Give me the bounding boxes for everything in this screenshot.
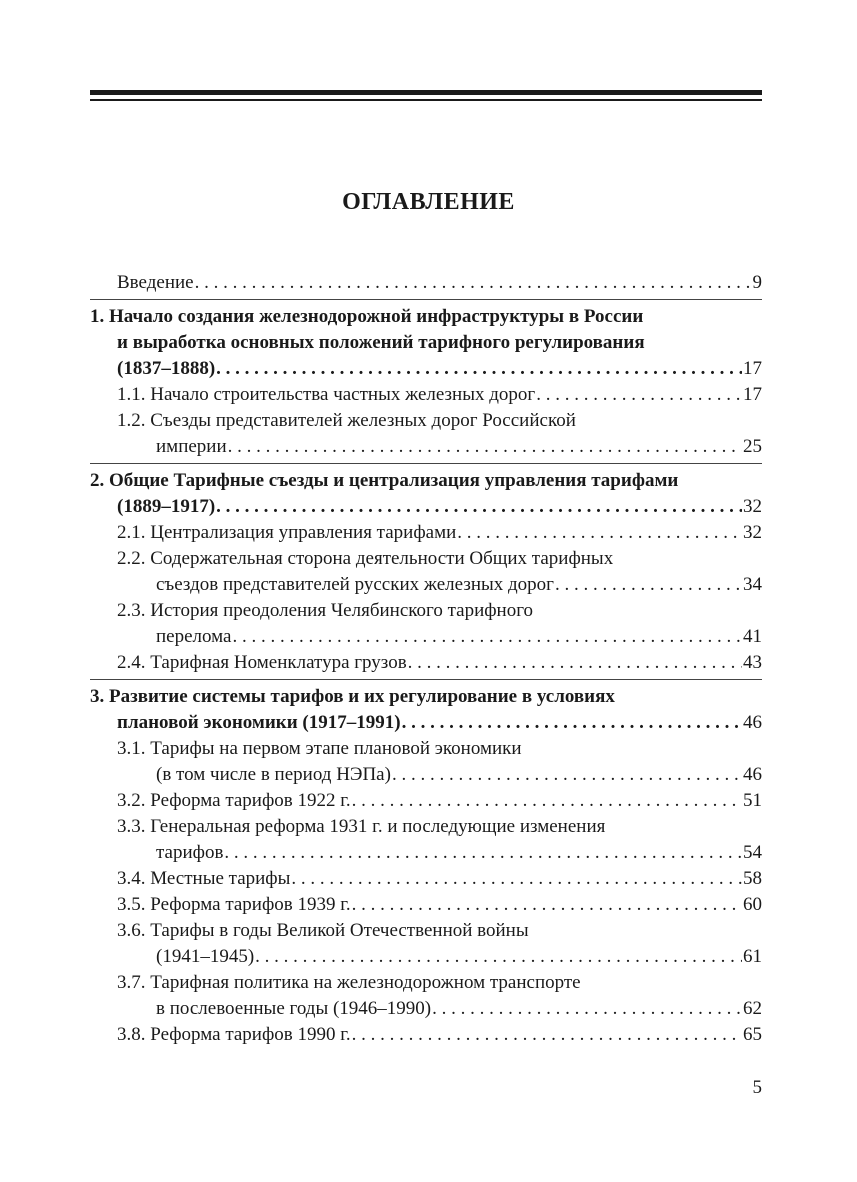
toc-chapter-3 <box>90 684 762 1051</box>
toc-leader-dots <box>536 382 742 408</box>
toc-chapter-heading-line[interactable] <box>90 684 762 710</box>
toc-page-number: 46 <box>743 712 762 733</box>
toc-leader-dots <box>352 892 742 918</box>
toc-leader-dots <box>216 494 742 520</box>
toc-entry-text: 3.4. Местные тарифы <box>117 868 291 889</box>
toc-subsection-line[interactable] <box>90 598 762 624</box>
toc-leader-dots <box>224 840 742 866</box>
toc-entry-text: перелома <box>156 626 232 647</box>
toc-subsection-line[interactable] <box>90 650 762 676</box>
toc-entry-text: 3.1. Тарифы на первом этапе плановой экономики <box>117 738 522 759</box>
toc-entry-text: 1.2. Съезды представителей железных дорог Российской <box>117 410 576 431</box>
toc-subsection-line[interactable] <box>90 788 762 814</box>
toc-entry-text: 2. Общие Тарифные съезды и централизация управления тарифами <box>90 470 679 491</box>
toc-page-number: 34 <box>743 574 762 595</box>
toc-entry-text: 2.4. Тарифная Номенклатура грузов <box>117 652 407 673</box>
toc-entry-text: 2.2. Содержательная сторона деятельности Общих тарифных <box>117 548 614 569</box>
page-title: ОГЛАВЛЕНИЕ <box>342 189 515 215</box>
toc-entry-text: плановой экономики (1917–1991) <box>117 712 401 733</box>
toc-subsection-line[interactable] <box>90 814 762 840</box>
toc-leader-dots <box>352 1022 742 1048</box>
toc-chapter-heading-line[interactable] <box>90 304 762 330</box>
toc-leader-dots <box>432 996 742 1022</box>
toc-entry-text: 3.7. Тарифная политика на железнодорожном транспорте <box>117 972 581 993</box>
toc-subsection-line[interactable] <box>90 970 762 996</box>
toc-chapter-heading-line[interactable] <box>90 468 762 494</box>
toc-subsection-line[interactable] <box>90 762 762 788</box>
table-of-contents <box>90 270 762 1055</box>
toc-leader-dots <box>255 944 742 970</box>
toc-entry-text: империи <box>156 436 227 457</box>
toc-leader-dots <box>232 624 742 650</box>
toc-leader-dots <box>291 866 742 892</box>
toc-page-number: 51 <box>743 790 762 811</box>
toc-subsection-line[interactable] <box>90 408 762 434</box>
toc-entry-text: 3.2. Реформа тарифов 1922 г. <box>117 790 351 811</box>
toc-subsection-line[interactable] <box>90 546 762 572</box>
toc-subsection-line[interactable] <box>90 736 762 762</box>
toc-entry-text: 2.1. Централизация управления тарифами <box>117 522 457 543</box>
toc-subsection-line[interactable] <box>90 918 762 944</box>
toc-leader-dots <box>457 520 742 546</box>
toc-page-number: 32 <box>743 496 762 517</box>
toc-page-number: 60 <box>743 894 762 915</box>
toc-leader-dots <box>402 710 742 736</box>
toc-subsection-line[interactable] <box>90 866 762 892</box>
toc-chapter-heading-line[interactable] <box>90 330 762 356</box>
toc-intro-section <box>90 270 762 300</box>
toc-entry-text: (1889–1917) <box>117 496 216 517</box>
toc-subsection-line[interactable] <box>90 520 762 546</box>
toc-leader-dots <box>216 356 742 382</box>
toc-leader-dots <box>352 788 742 814</box>
toc-page-number: 25 <box>743 436 762 457</box>
toc-page-number: 17 <box>743 384 762 405</box>
toc-leader-dots <box>195 270 752 296</box>
toc-subsection-line[interactable] <box>90 572 762 598</box>
toc-leader-dots <box>408 650 742 676</box>
toc-entry-text: 3.5. Реформа тарифов 1939 г. <box>117 894 351 915</box>
toc-entry-text: и выработка основных положений тарифного регулирования <box>117 332 645 353</box>
toc-page-number: 9 <box>752 272 762 293</box>
toc-page-number: 41 <box>743 626 762 647</box>
toc-subsection-line[interactable] <box>90 840 762 866</box>
toc-chapter-heading-line[interactable] <box>90 710 762 736</box>
toc-subsection-line[interactable] <box>90 892 762 918</box>
toc-chapter-heading-line[interactable] <box>90 356 762 382</box>
toc-leader-dots <box>555 572 742 598</box>
toc-page-number: 58 <box>743 868 762 889</box>
toc-entry-text: (1837–1888) <box>117 358 216 379</box>
toc-page-number: 17 <box>743 358 762 379</box>
toc-page-number: 62 <box>743 998 762 1019</box>
toc-entry-text: (в том числе в период НЭПа) <box>156 764 391 785</box>
toc-subsection-line[interactable] <box>90 382 762 408</box>
toc-page-number: 32 <box>743 522 762 543</box>
toc-entry-text: Введение <box>117 272 194 293</box>
toc-chapter-1 <box>90 304 762 464</box>
toc-page-number: 61 <box>743 946 762 967</box>
toc-chapter-2 <box>90 468 762 680</box>
toc-chapter-heading-line[interactable] <box>90 494 762 520</box>
toc-page-number: 43 <box>743 652 762 673</box>
toc-leader-dots <box>392 762 742 788</box>
toc-subsection-line[interactable] <box>90 624 762 650</box>
toc-page-number: 46 <box>743 764 762 785</box>
toc-subsection-line[interactable] <box>90 434 762 460</box>
toc-entry-text: съездов представителей русских железных дорог <box>156 574 554 595</box>
header-rule-thick <box>90 90 762 95</box>
toc-subsection-line[interactable] <box>90 996 762 1022</box>
page-number: 5 <box>752 1077 762 1098</box>
toc-entry-text: 2.3. История преодоления Челябинского тарифного <box>117 600 534 621</box>
toc-subsection-line[interactable] <box>90 944 762 970</box>
toc-entry-text: в послевоенные годы (1946–1990) <box>156 998 432 1019</box>
toc-entry-text: 3.3. Генеральная реформа 1931 г. и последующие изменения <box>117 816 606 837</box>
toc-subsection-line[interactable] <box>90 1022 762 1048</box>
toc-entry-intro[interactable] <box>90 270 762 296</box>
toc-entry-text: (1941–1945) <box>156 946 255 967</box>
toc-entry-text: 3.6. Тарифы в годы Великой Отечественной войны <box>117 920 529 941</box>
toc-entry-text: 1.1. Начало строительства частных железных дорог <box>117 384 536 405</box>
toc-leader-dots <box>228 434 742 460</box>
toc-page-number: 54 <box>743 842 762 863</box>
toc-entry-text: 1. Начало создания железнодорожной инфраструктуры в России <box>90 306 644 327</box>
toc-page-number: 65 <box>743 1024 762 1045</box>
header-rule-thin <box>90 99 762 101</box>
toc-entry-text: 3.8. Реформа тарифов 1990 г. <box>117 1024 351 1045</box>
toc-entry-text: 3. Развитие системы тарифов и их регулирование в условиях <box>90 686 615 707</box>
toc-entry-text: тарифов <box>156 842 224 863</box>
